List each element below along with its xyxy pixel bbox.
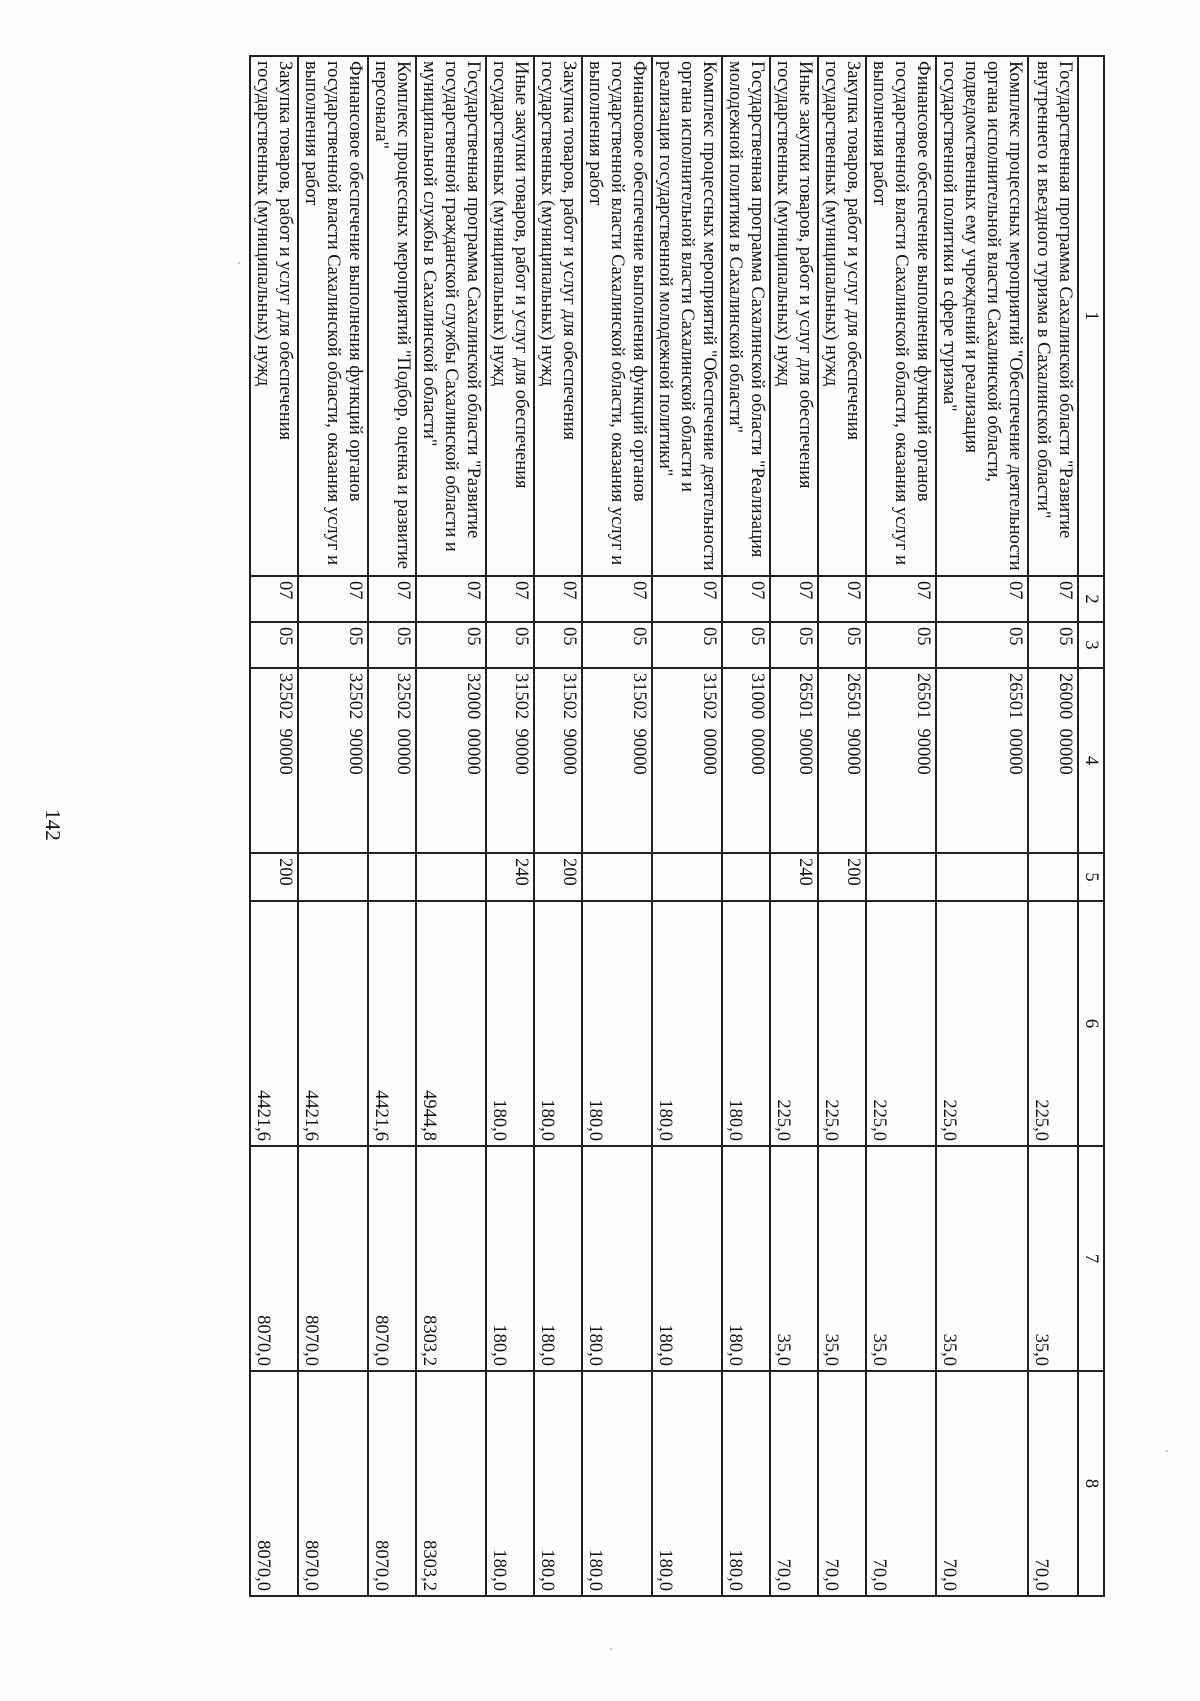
subsection-code: 05 [1028,622,1078,668]
section-code: 07 [652,576,722,622]
target-code: 26501 90000 [770,668,818,853]
value-col7: 8303,2 [416,1146,486,1371]
expense-type [416,853,486,901]
column-header: 7 [1078,1146,1104,1371]
section-code: 07 [1028,576,1078,622]
row-name: Финансовое обеспечение выполнения функций органов государственной власти Сахалинской области, оказания услуг и выполнения работ [866,56,936,576]
target-code: 31502 90000 [582,668,652,853]
scan-speck [1166,1450,1168,1452]
value-col7: 180,0 [652,1146,722,1371]
section-code: 07 [298,576,368,622]
table-row [936,56,1028,1596]
target-code: 26501 00000 [936,668,1028,853]
value-col7: 180,0 [486,1146,534,1371]
target-code: 32502 90000 [298,668,368,853]
value-col6: 180,0 [652,901,722,1146]
expense-type [652,853,722,901]
subsection-code: 05 [770,622,818,668]
target-code: 32502 00000 [368,668,416,853]
subsection-code: 05 [652,622,722,668]
target-code: 31502 90000 [486,668,534,853]
expense-type [1028,853,1078,901]
value-col6: 180,0 [486,901,534,1146]
value-col7: 180,0 [534,1146,582,1371]
section-code: 07 [818,576,866,622]
target-code: 31000 00000 [722,668,770,853]
section-code: 07 [866,576,936,622]
value-col6: 225,0 [1028,901,1078,1146]
row-name: Закупка товаров, работ и услуг для обеспечения государственных (муниципальных) нужд [534,56,582,576]
table-row [250,56,298,1596]
subsection-code: 05 [416,622,486,668]
row-name: Закупка товаров, работ и услуг для обеспечения государственных (муниципальных) нужд [818,56,866,576]
row-name: Закупка товаров, работ и услуг для обеспечения государственных (муниципальных) нужд [250,56,298,576]
target-code: 26501 90000 [866,668,936,853]
table-row [416,56,486,1596]
target-code: 31502 00000 [652,668,722,853]
section-code: 07 [486,576,534,622]
value-col8: 180,0 [534,1371,582,1596]
value-col8: 180,0 [652,1371,722,1596]
table-row [582,56,652,1596]
expense-type [722,853,770,901]
value-col7: 8070,0 [250,1146,298,1371]
value-col6: 4421,6 [298,901,368,1146]
value-col8: 70,0 [866,1371,936,1596]
value-col8: 8070,0 [368,1371,416,1596]
value-col7: 35,0 [1028,1146,1078,1371]
value-col8: 180,0 [582,1371,652,1596]
column-header: 4 [1078,668,1104,853]
value-col8: 70,0 [936,1371,1028,1596]
expense-type: 200 [534,853,582,901]
section-code: 07 [770,576,818,622]
value-col8: 8070,0 [298,1371,368,1596]
table-row [722,56,770,1596]
value-col6: 180,0 [582,901,652,1146]
value-col7: 35,0 [770,1146,818,1371]
subsection-code: 05 [486,622,534,668]
value-col7: 35,0 [866,1146,936,1371]
value-col8: 70,0 [1028,1371,1078,1596]
row-name: Комплекс процессных мероприятий "Обеспечение деятельности органа исполнительной власти Сахалинской области, подведомственных ему учреждений и реализация государственной политики в сфере туризма" [936,56,1028,576]
column-header: 5 [1078,853,1104,901]
value-col6: 225,0 [818,901,866,1146]
value-col7: 180,0 [722,1146,770,1371]
target-code: 32502 90000 [250,668,298,853]
column-header: 2 [1078,576,1104,622]
table-row [368,56,416,1596]
table-row [652,56,722,1596]
value-col6: 225,0 [866,901,936,1146]
row-name: Финансовое обеспечение выполнения функций органов государственной власти Сахалинской области, оказания услуг и выполнения работ [298,56,368,576]
subsection-code: 05 [936,622,1028,668]
section-code: 07 [582,576,652,622]
table-row [534,56,582,1596]
table-row [818,56,866,1596]
target-code: 26501 90000 [818,668,866,853]
expense-type: 240 [486,853,534,901]
value-col7: 35,0 [936,1146,1028,1371]
value-col7: 180,0 [582,1146,652,1371]
table-row [486,56,534,1596]
value-col8: 8070,0 [250,1371,298,1596]
value-col8: 70,0 [818,1371,866,1596]
section-code: 07 [722,576,770,622]
subsection-code: 05 [818,622,866,668]
row-name: Государственная программа Сахалинской области "Реализация молодежной политики в Сахалинской области" [722,56,770,576]
row-name: Иные закупки товаров, работ и услуг для обеспечения государственных (муниципальных) нужд [486,56,534,576]
page-number: 142 [41,809,65,841]
value-col8: 180,0 [722,1371,770,1596]
row-name: Комплекс процессных мероприятий "Подбор, оценка и развитие персонала" [368,56,416,576]
section-code: 07 [936,576,1028,622]
expense-type: 200 [818,853,866,901]
subsection-code: 05 [298,622,368,668]
expense-type [866,853,936,901]
table-header-row [1078,56,1104,1596]
value-col7: 8070,0 [298,1146,368,1371]
subsection-code: 05 [250,622,298,668]
row-name: Государственная программа Сахалинской области "Развитие государственной гражданской службы Сахалинской области и муниципальной службы в Сахалинской области" [416,56,486,576]
subsection-code: 05 [534,622,582,668]
section-code: 07 [250,576,298,622]
scan-speck [610,1648,612,1650]
subsection-code: 05 [722,622,770,668]
column-header: 1 [1078,56,1104,576]
value-col8: 70,0 [770,1371,818,1596]
table-row [866,56,936,1596]
target-code: 32000 00000 [416,668,486,853]
value-col7: 8070,0 [368,1146,416,1371]
row-name: Комплекс процессных мероприятий "Обеспечение деятельности органа исполнительной власти Сахалинской области и реализация государственной молодежной политики" [652,56,722,576]
value-col7: 35,0 [818,1146,866,1371]
budget-table [249,55,1105,1597]
column-header: 8 [1078,1371,1104,1596]
value-col6: 225,0 [770,901,818,1146]
target-code: 31502 90000 [534,668,582,853]
column-header: 3 [1078,622,1104,668]
subsection-code: 05 [582,622,652,668]
subsection-code: 05 [866,622,936,668]
expense-type: 240 [770,853,818,901]
expense-type [298,853,368,901]
value-col6: 4421,6 [250,901,298,1146]
row-name: Государственная программа Сахалинской области "Развитие внутреннего и въездного туризма в Сахалинской области" [1028,56,1078,576]
column-header: 6 [1078,901,1104,1146]
expense-type [368,853,416,901]
expense-type: 200 [250,853,298,901]
table-row [770,56,818,1596]
value-col6: 4421,6 [368,901,416,1146]
rotated-page [41,55,1105,1595]
row-name: Финансовое обеспечение выполнения функций органов государственной власти Сахалинской области, оказания услуг и выполнения работ [582,56,652,576]
value-col6: 180,0 [534,901,582,1146]
table-row [1028,56,1078,1596]
subsection-code: 05 [368,622,416,668]
row-name: Иные закупки товаров, работ и услуг для обеспечения государственных (муниципальных) нужд [770,56,818,576]
section-code: 07 [368,576,416,622]
value-col8: 8303,2 [416,1371,486,1596]
table-row [298,56,368,1596]
value-col6: 4944,8 [416,901,486,1146]
expense-type [582,853,652,901]
expense-type [936,853,1028,901]
value-col8: 180,0 [486,1371,534,1596]
section-code: 07 [416,576,486,622]
value-col6: 180,0 [722,901,770,1146]
section-code: 07 [534,576,582,622]
value-col6: 225,0 [936,901,1028,1146]
target-code: 26000 00000 [1028,668,1078,853]
